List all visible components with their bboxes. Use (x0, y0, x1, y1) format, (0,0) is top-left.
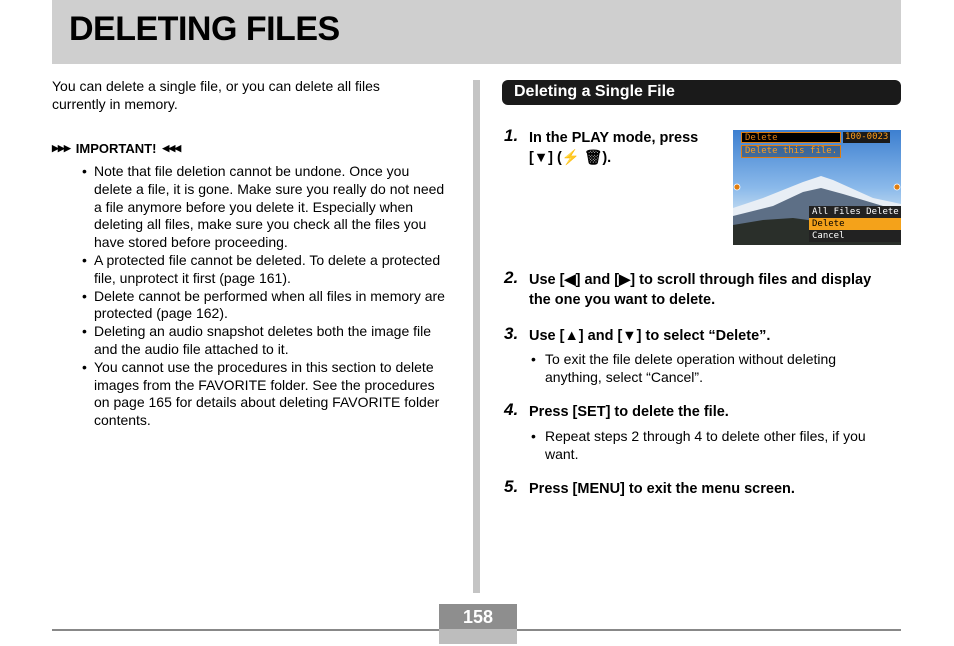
right-arrows-icon: ▶▶▶ (52, 143, 70, 153)
section-heading-bar (502, 80, 901, 105)
section-heading: Deleting a Single File (514, 83, 675, 100)
important-list (82, 163, 450, 430)
menu-item-delete: Delete (809, 218, 901, 230)
step-text: Press [SET] to delete the file. (529, 404, 729, 420)
step-number: 3. (504, 324, 519, 343)
important-item: • You cannot use the procedures in this section to delete images from the FAVORITE folder. See the procedures on page 165 for details about deleting FAVORITE folder contents. (82, 359, 450, 430)
step-number: 4. (504, 400, 519, 419)
page-number-box (439, 604, 517, 644)
delete-menu (809, 206, 901, 242)
step-text: Use [◀] and [▶] to scroll through files and display the one you want to delete. (529, 272, 872, 308)
menu-item-cancel: Cancel (809, 230, 901, 242)
screen-header: Delete (741, 132, 841, 143)
camera-screen-image (733, 130, 901, 245)
step-text: In the PLAY mode, press [▼] (⚡ 🗑). (529, 130, 699, 166)
file-number: 100-0023 (845, 132, 889, 142)
column-divider (473, 80, 480, 593)
step-note: • Repeat steps 2 through 4 to delete other files, if you want. (545, 427, 897, 463)
intro-text: You can delete a single file, or you can delete all files currently in memory. (52, 78, 380, 112)
step-number: 1. (504, 126, 519, 145)
important-item: • A protected file cannot be deleted. To delete a protected file, unprotect it first (page 161). (82, 252, 450, 288)
step-note: • To exit the file delete operation without deleting anything, select “Cancel”. (545, 350, 885, 386)
title-bar (52, 0, 901, 64)
important-item: • Note that file deletion cannot be undone. Once you delete a file, it is gone. Make sure you really do not need a file anymore before you delete it. Especially when deleting all files, make sure you check all the files you have stored before proceeding. (82, 163, 450, 252)
important-label: IMPORTANT! (75, 141, 157, 156)
left-arrows-icon: ◀◀◀ (162, 143, 181, 153)
important-heading (52, 141, 180, 156)
step-text: Use [▲] and [▼] to select “Delete”. (529, 328, 771, 344)
menu-item-all-files-delete: All Files Delete (809, 206, 901, 218)
page-title: DELETING FILES (69, 10, 340, 48)
step-number: 5. (504, 477, 519, 496)
important-item: • Delete cannot be performed when all files in memory are protected (page 162). (82, 288, 450, 324)
step-text: Press [MENU] to exit the menu screen. (529, 481, 795, 497)
step-number: 2. (504, 268, 519, 287)
page-number: 158 (462, 607, 494, 627)
screen-message: Delete this file. (741, 145, 841, 158)
important-item: • Deleting an audio snapshot deletes both the image file and the audio file attached to it. (82, 323, 450, 359)
